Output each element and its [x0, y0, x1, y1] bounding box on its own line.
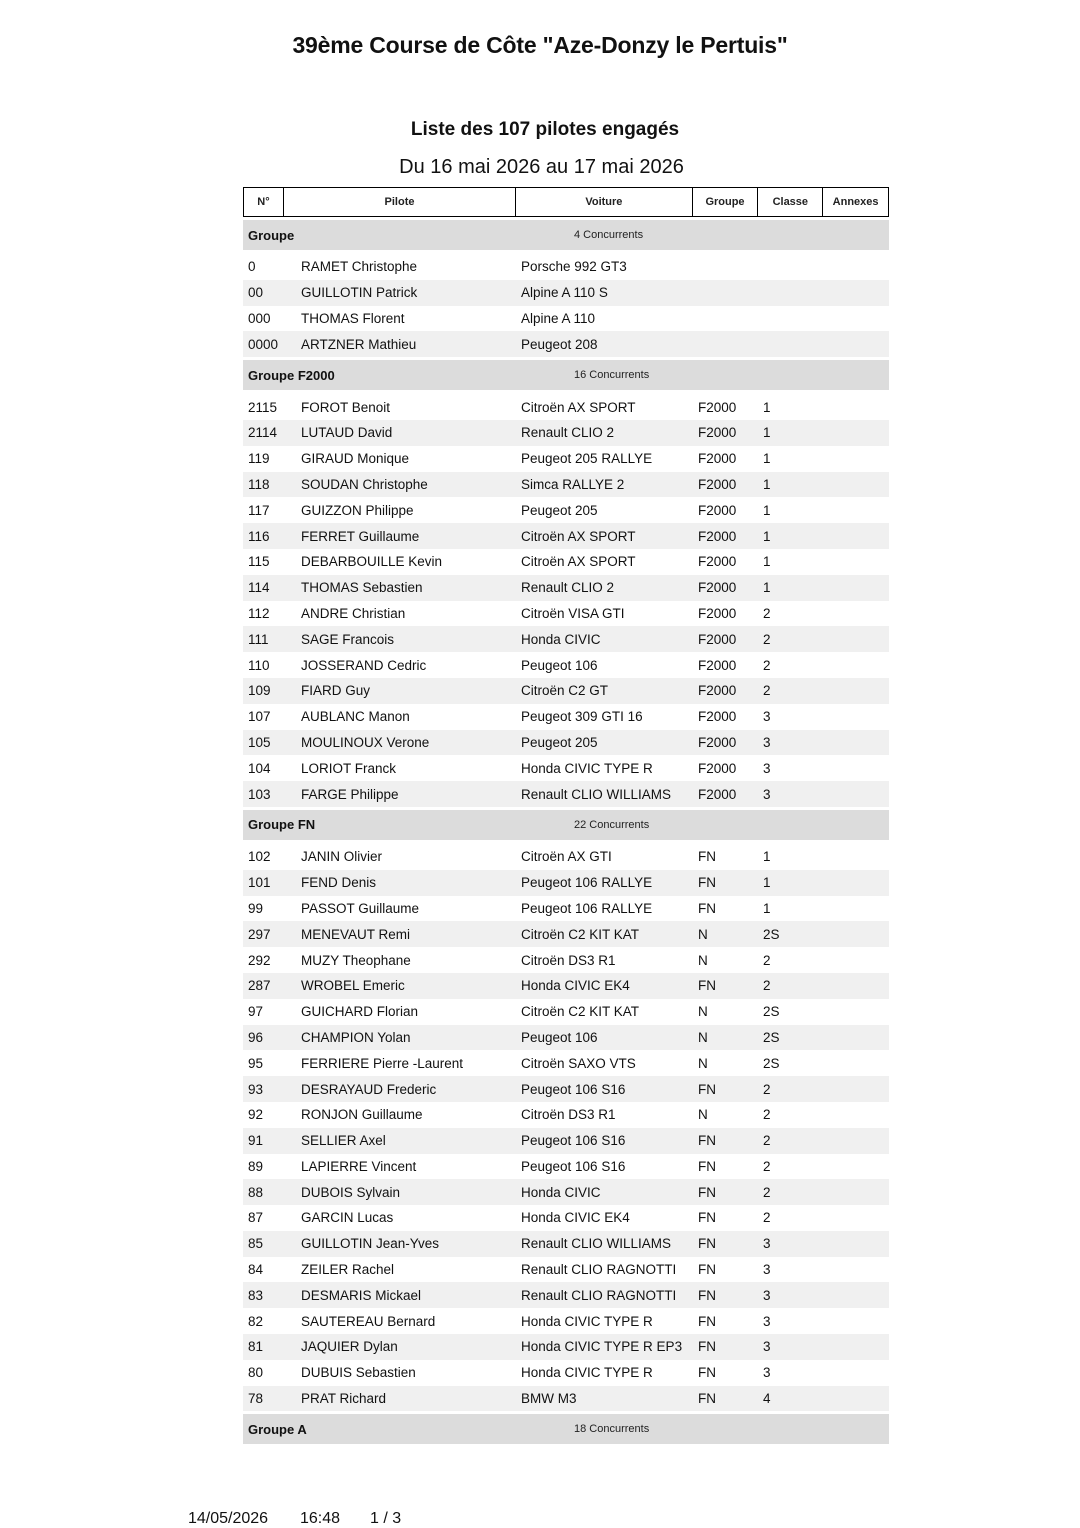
cell-num: 107	[248, 709, 271, 725]
table-row	[243, 306, 889, 332]
column-header-annexes: Annexes	[832, 196, 879, 208]
cell-voiture: Peugeot 106 S16	[521, 1158, 626, 1174]
cell-num: 96	[248, 1029, 264, 1045]
group-count: 16 Concurrents	[574, 369, 650, 382]
table-row	[243, 1050, 889, 1076]
cell-pilote: DUBUIS Sebastien	[301, 1365, 416, 1381]
cell-voiture: Citroën VISA GTI	[521, 605, 625, 621]
table-row	[243, 1179, 889, 1205]
cell-voiture: Honda CIVIC	[521, 631, 601, 647]
cell-num: 105	[248, 734, 271, 750]
cell-classe: 1	[763, 425, 771, 441]
cell-pilote: FIARD Guy	[301, 683, 371, 699]
document-subtitle: Liste des 107 pilotes engagés	[410, 119, 680, 140]
cell-pilote: AUBLANC Manon	[301, 709, 410, 725]
cell-classe: 2S	[763, 1004, 780, 1020]
table-row	[243, 1360, 889, 1386]
cell-num: 292	[248, 952, 271, 968]
cell-pilote: JAQUIER Dylan	[301, 1339, 398, 1355]
table-row	[243, 254, 889, 280]
cell-classe: 2	[763, 1081, 771, 1097]
cell-groupe: FN	[698, 1287, 716, 1303]
cell-num: 00	[248, 285, 264, 301]
cell-groupe: FN	[698, 1391, 716, 1407]
table-row	[243, 1205, 889, 1231]
cell-voiture: Citroën AX SPORT	[521, 528, 636, 544]
cell-groupe: FN	[698, 1210, 716, 1226]
cell-voiture: Renault CLIO 2	[521, 580, 615, 596]
cell-voiture: Renault CLIO RAGNOTTI	[521, 1287, 677, 1303]
cell-classe: 1	[763, 580, 771, 596]
column-header-classe: Classe	[758, 188, 823, 216]
cell-pilote: DUBOIS Sylvain	[301, 1184, 401, 1200]
table-body	[243, 220, 889, 1444]
cell-num: 104	[248, 760, 271, 776]
cell-voiture: Peugeot 309 GTI 16	[521, 709, 643, 725]
cell-voiture: Citroën AX SPORT	[521, 554, 636, 570]
cell-groupe: N	[698, 1055, 708, 1071]
cell-voiture: Simca RALLYE 2	[521, 476, 625, 492]
cell-groupe: F2000	[698, 605, 737, 621]
cell-pilote: DESRAYAUD Frederic	[301, 1081, 437, 1097]
cell-num: 97	[248, 1004, 264, 1020]
column-header-pilote: Pilote	[284, 188, 516, 216]
cell-voiture: Peugeot 106 RALLYE	[521, 875, 653, 891]
cell-pilote: THOMAS Florent	[301, 310, 405, 326]
cell-groupe: N	[698, 952, 708, 968]
table-row	[243, 626, 889, 652]
cell-voiture: Honda CIVIC TYPE R	[521, 1313, 653, 1329]
cell-voiture: Peugeot 106	[521, 657, 598, 673]
table-row	[243, 1257, 889, 1283]
cell-classe: 3	[763, 1339, 771, 1355]
cell-pilote: SAUTEREAU Bernard	[301, 1313, 436, 1329]
cell-num: 101	[248, 875, 271, 891]
cell-pilote: JOSSERAND Cedric	[301, 657, 427, 673]
cell-groupe: FN	[698, 1365, 716, 1381]
cell-classe: 2S	[763, 926, 780, 942]
cell-pilote: RAMET Christophe	[301, 259, 418, 275]
cell-classe: 3	[763, 734, 771, 750]
cell-num: 78	[248, 1391, 264, 1407]
cell-voiture: Renault CLIO RAGNOTTI	[521, 1262, 677, 1278]
cell-num: 81	[248, 1339, 264, 1355]
cell-classe: 2	[763, 1210, 771, 1226]
cell-num: 80	[248, 1365, 264, 1381]
cell-groupe: FN	[698, 1236, 716, 1252]
table-row	[243, 781, 889, 807]
cell-num: 114	[248, 580, 270, 596]
cell-num: 116	[248, 528, 270, 544]
cell-voiture: Renault CLIO WILLIAMS	[521, 786, 672, 802]
cell-voiture: Peugeot 205	[521, 502, 598, 518]
cell-num: 0000	[248, 336, 279, 352]
entries-table	[243, 187, 889, 1448]
table-row	[243, 999, 889, 1025]
cell-num: 84	[248, 1262, 264, 1278]
cell-pilote: SELLIER Axel	[301, 1133, 386, 1149]
cell-groupe: F2000	[698, 631, 737, 647]
footer-page-number: 1 / 3	[370, 1510, 402, 1527]
cell-classe: 4	[763, 1391, 771, 1407]
cell-classe: 1	[763, 900, 771, 916]
cell-groupe: F2000	[698, 786, 737, 802]
cell-groupe: FN	[698, 1339, 716, 1355]
cell-pilote: CHAMPION Yolan	[301, 1029, 411, 1045]
cell-groupe: F2000	[698, 554, 737, 570]
cell-classe: 3	[763, 786, 771, 802]
cell-num: 91	[248, 1133, 264, 1149]
cell-pilote: MUZY Theophane	[301, 952, 411, 968]
table-row	[243, 1308, 889, 1334]
table-row	[243, 523, 889, 549]
cell-groupe: N	[698, 1004, 708, 1020]
cell-groupe: F2000	[698, 580, 737, 596]
cell-groupe: FN	[698, 1184, 716, 1200]
table-row	[243, 678, 889, 704]
cell-num: 99	[248, 900, 264, 916]
cell-num: 2115	[248, 399, 278, 415]
cell-groupe: FN	[698, 1133, 716, 1149]
table-row	[243, 1282, 889, 1308]
table-row	[243, 446, 889, 472]
cell-classe: 3	[763, 1313, 771, 1329]
cell-pilote: FOROT Benoit	[301, 399, 391, 415]
table-row	[243, 331, 889, 357]
cell-voiture: Honda CIVIC TYPE R EP3	[521, 1339, 683, 1355]
cell-num: 93	[248, 1081, 264, 1097]
table-row	[243, 973, 889, 999]
cell-voiture: Porsche 992 GT3	[521, 259, 627, 275]
cell-classe: 2S	[763, 1055, 780, 1071]
table-row	[243, 420, 889, 446]
cell-groupe: N	[698, 926, 708, 942]
table-row	[243, 730, 889, 756]
cell-num: 287	[248, 978, 271, 994]
cell-num: 82	[248, 1313, 264, 1329]
cell-pilote: GARCIN Lucas	[301, 1210, 394, 1226]
cell-num: 111	[248, 631, 269, 647]
cell-voiture: Honda CIVIC TYPE R	[521, 1365, 653, 1381]
table-row	[243, 1102, 889, 1128]
cell-voiture: Citroën DS3 R1	[521, 952, 616, 968]
group-name: Groupe FN	[248, 817, 316, 833]
cell-groupe: F2000	[698, 683, 737, 699]
cell-classe: 1	[763, 502, 771, 518]
cell-classe: 2	[763, 605, 771, 621]
event-dates: Du 16 mai 2026 au 17 mai 2026	[399, 156, 684, 178]
table-row	[243, 601, 889, 627]
cell-pilote: GUILLOTIN Patrick	[301, 285, 418, 301]
column-header-num: N°	[244, 188, 284, 216]
cell-groupe: F2000	[698, 451, 737, 467]
group-name: Groupe F2000	[248, 367, 335, 383]
cell-groupe: FN	[698, 875, 716, 891]
cell-voiture: Citroën AX GTI	[521, 849, 612, 865]
cell-pilote: THOMAS Sebastien	[301, 580, 423, 596]
cell-pilote: WROBEL Emeric	[301, 978, 405, 994]
cell-pilote: GUILLOTIN Jean-Yves	[301, 1236, 440, 1252]
cell-classe: 1	[763, 451, 771, 467]
cell-voiture: Citroën DS3 R1	[521, 1107, 616, 1123]
cell-voiture: Honda CIVIC	[521, 1184, 601, 1200]
cell-num: 110	[248, 657, 270, 673]
table-row	[243, 280, 889, 306]
cell-groupe: FN	[698, 900, 716, 916]
cell-classe: 2	[763, 1158, 771, 1174]
cell-pilote: LUTAUD David	[301, 425, 393, 441]
cell-pilote: DESMARIS Mickael	[301, 1287, 422, 1303]
cell-voiture: Renault CLIO 2	[521, 425, 615, 441]
cell-voiture: Peugeot 208	[521, 336, 598, 352]
group-header-row	[243, 1414, 889, 1444]
cell-num: 297	[248, 926, 271, 942]
cell-groupe: F2000	[698, 760, 737, 776]
cell-groupe: F2000	[698, 709, 737, 725]
cell-num: 102	[248, 849, 271, 865]
cell-classe: 2	[763, 952, 771, 968]
cell-classe: 2	[763, 1107, 771, 1123]
cell-num: 112	[248, 605, 270, 621]
cell-pilote: JANIN Olivier	[301, 849, 383, 865]
cell-groupe: F2000	[698, 528, 737, 544]
cell-num: 85	[248, 1236, 264, 1252]
cell-num: 89	[248, 1158, 264, 1174]
cell-num: 103	[248, 786, 271, 802]
document-title: 39ème Course de Côte "Aze-Donzy le Pertuis"	[292, 32, 788, 58]
cell-classe: 2	[763, 1133, 771, 1149]
cell-classe: 2S	[763, 1029, 780, 1045]
cell-classe: 3	[763, 760, 771, 776]
table-row	[243, 1334, 889, 1360]
cell-num: 109	[248, 683, 271, 699]
cell-classe: 3	[763, 709, 771, 725]
cell-pilote: FERRET Guillaume	[301, 528, 420, 544]
cell-groupe: FN	[698, 1313, 716, 1329]
table-row	[243, 549, 889, 575]
table-row	[243, 1025, 889, 1051]
table-row	[243, 652, 889, 678]
cell-classe: 3	[763, 1236, 771, 1252]
cell-voiture: Honda CIVIC EK4	[521, 1210, 630, 1226]
cell-pilote: DEBARBOUILLE Kevin	[301, 554, 443, 570]
cell-pilote: ARTZNER Mathieu	[301, 336, 417, 352]
cell-groupe: F2000	[698, 502, 737, 518]
cell-classe: 3	[763, 1262, 771, 1278]
cell-classe: 2	[763, 978, 771, 994]
group-header-row	[243, 360, 889, 390]
footer-time: 16:48	[300, 1510, 341, 1527]
cell-pilote: GIRAUD Monique	[301, 451, 410, 467]
cell-classe: 3	[763, 1287, 771, 1303]
cell-voiture: Peugeot 106	[521, 1029, 598, 1045]
table-row	[243, 870, 889, 896]
cell-voiture: Alpine A 110	[521, 310, 596, 326]
group-header-row	[243, 220, 889, 250]
cell-voiture: Citroën SAXO VTS	[521, 1055, 636, 1071]
cell-classe: 1	[763, 528, 771, 544]
cell-groupe: N	[698, 1107, 708, 1123]
cell-voiture: BMW M3	[521, 1391, 577, 1407]
footer-date: 14/05/2026	[188, 1510, 269, 1527]
cell-num: 2114	[248, 425, 278, 441]
cell-pilote: MOULINOUX Verone	[301, 734, 430, 750]
cell-pilote: FEND Denis	[301, 875, 377, 891]
cell-voiture: Peugeot 106 RALLYE	[521, 900, 653, 916]
cell-voiture: Renault CLIO WILLIAMS	[521, 1236, 672, 1252]
cell-voiture: Honda CIVIC EK4	[521, 978, 630, 994]
cell-num: 95	[248, 1055, 264, 1071]
table-row	[243, 575, 889, 601]
cell-voiture: Citroën AX SPORT	[521, 399, 636, 415]
cell-pilote: FERRIERE Pierre -Laurent	[301, 1055, 464, 1071]
table-row	[243, 1154, 889, 1180]
cell-pilote: SAGE Francois	[301, 631, 395, 647]
cell-pilote: SOUDAN Christophe	[301, 476, 428, 492]
group-count: 18 Concurrents	[574, 1423, 650, 1436]
cell-pilote: GUICHARD Florian	[301, 1004, 419, 1020]
group-name: Groupe A	[248, 1421, 307, 1437]
cell-num: 87	[248, 1210, 264, 1226]
table-row	[243, 1128, 889, 1154]
table-header	[243, 187, 889, 217]
table-row	[243, 394, 889, 420]
cell-groupe: FN	[698, 1158, 716, 1174]
cell-pilote: FARGE Philippe	[301, 786, 399, 802]
cell-voiture: Citroën C2 KIT KAT	[521, 926, 640, 942]
cell-classe: 1	[763, 875, 771, 891]
cell-classe: 1	[763, 399, 771, 415]
cell-pilote: ZEILER Rachel	[301, 1262, 395, 1278]
cell-pilote: LORIOT Franck	[301, 760, 397, 776]
cell-num: 118	[248, 476, 270, 492]
table-row	[243, 704, 889, 730]
table-row	[243, 1231, 889, 1257]
cell-classe: 2	[763, 683, 771, 699]
cell-pilote: GUIZZON Philippe	[301, 502, 414, 518]
cell-groupe: F2000	[698, 734, 737, 750]
cell-classe: 2	[763, 657, 771, 673]
cell-pilote: RONJON Guillaume	[301, 1107, 423, 1123]
cell-pilote: PRAT Richard	[301, 1391, 387, 1407]
cell-pilote: LAPIERRE Vincent	[301, 1158, 417, 1174]
table-row	[243, 921, 889, 947]
cell-voiture: Peugeot 106 S16	[521, 1081, 626, 1097]
cell-classe: 1	[763, 476, 771, 492]
cell-num: 119	[248, 451, 270, 467]
cell-num: 92	[248, 1107, 264, 1123]
cell-classe: 1	[763, 554, 771, 570]
table-row	[243, 497, 889, 523]
table-row	[243, 896, 889, 922]
cell-classe: 3	[763, 1365, 771, 1381]
cell-groupe: FN	[698, 1081, 716, 1097]
column-header-voiture: Voiture	[516, 188, 692, 216]
cell-voiture: Citroën C2 GT	[521, 683, 609, 699]
cell-voiture: Peugeot 106 S16	[521, 1133, 626, 1149]
cell-voiture: Citroën C2 KIT KAT	[521, 1004, 640, 1020]
table-row	[243, 844, 889, 870]
cell-groupe: F2000	[698, 657, 737, 673]
cell-num: 88	[248, 1184, 264, 1200]
cell-groupe: FN	[698, 978, 716, 994]
cell-num: 117	[248, 502, 270, 518]
table-row	[243, 472, 889, 498]
table-row	[243, 1386, 889, 1412]
table-row	[243, 755, 889, 781]
cell-num: 115	[248, 554, 270, 570]
table-row	[243, 1076, 889, 1102]
cell-groupe: F2000	[698, 476, 737, 492]
cell-num: 000	[248, 310, 271, 326]
cell-classe: 2	[763, 1184, 771, 1200]
group-count: 4 Concurrents	[574, 229, 644, 241]
cell-pilote: MENEVAUT Remi	[301, 926, 411, 942]
column-header-groupe: Groupe	[693, 188, 759, 216]
group-header-row	[243, 810, 889, 840]
cell-groupe: F2000	[698, 425, 737, 441]
table-row	[243, 947, 889, 973]
group-name: Groupe	[248, 227, 295, 243]
cell-groupe: F2000	[698, 399, 737, 415]
group-count: 22 Concurrents	[574, 818, 650, 831]
cell-voiture: Alpine A 110 S	[521, 285, 608, 301]
cell-groupe: FN	[698, 849, 716, 865]
cell-classe: 1	[763, 849, 771, 865]
cell-pilote: PASSOT Guillaume	[301, 900, 420, 916]
cell-groupe: FN	[698, 1262, 716, 1278]
cell-groupe: N	[698, 1029, 708, 1045]
cell-voiture: Peugeot 205	[521, 734, 598, 750]
cell-num: 83	[248, 1287, 264, 1303]
cell-voiture: Honda CIVIC TYPE R	[521, 760, 653, 776]
cell-classe: 2	[763, 631, 771, 647]
cell-num: 0	[248, 259, 256, 275]
cell-pilote: ANDRE Christian	[301, 605, 406, 621]
cell-voiture: Peugeot 205 RALLYE	[521, 451, 653, 467]
